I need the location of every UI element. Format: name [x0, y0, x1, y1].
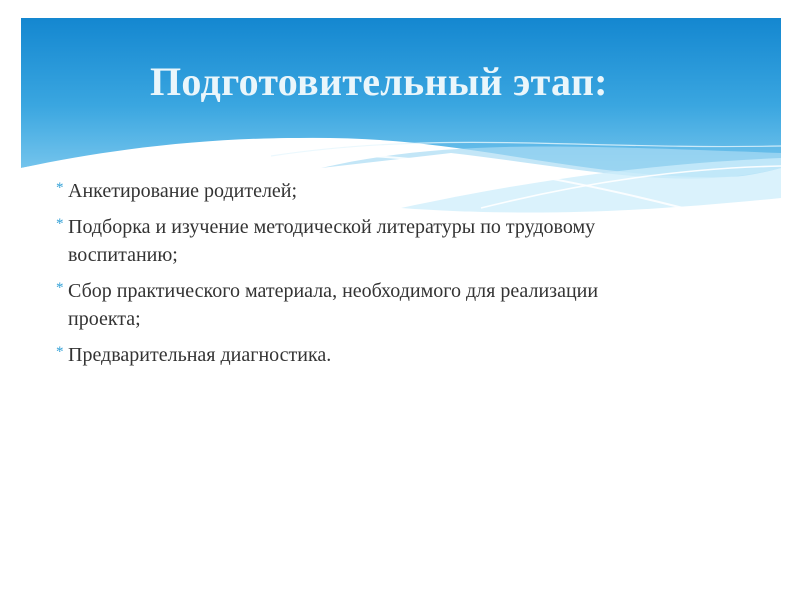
list-item-text: Предварительная диагностика. [68, 344, 332, 366]
list-item-text: Сбор практического материала, необходимого для реализации проекта; [68, 280, 599, 330]
asterisk-bullet-icon: * [56, 180, 64, 196]
slide-title: Подготовительный этап: [150, 59, 608, 104]
asterisk-bullet-icon: * [56, 216, 64, 232]
bullet-list [56, 177, 666, 377]
list-item-text: Подборка и изучение методической литературы по трудовому воспитанию; [68, 216, 596, 266]
list-item [56, 177, 666, 205]
list-item [56, 341, 666, 369]
list-item [56, 213, 666, 269]
asterisk-bullet-icon: * [56, 344, 64, 360]
list-item [56, 277, 666, 333]
list-item-text: Анкетирование родителей; [68, 180, 298, 202]
asterisk-bullet-icon: * [56, 280, 64, 296]
